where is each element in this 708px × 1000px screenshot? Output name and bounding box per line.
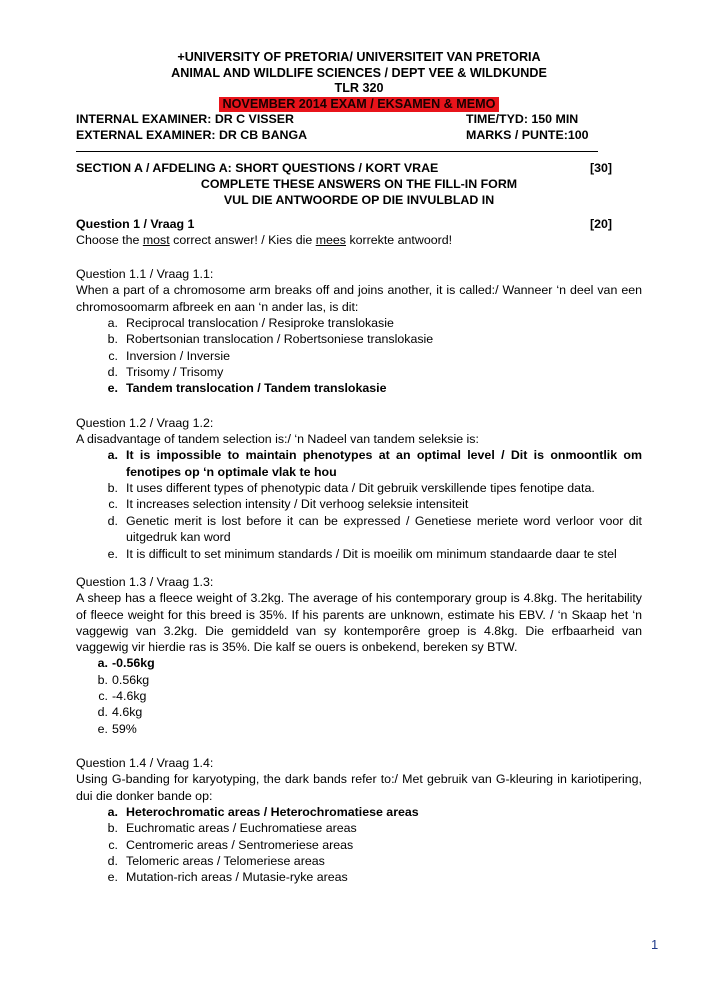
answer-options [76, 655, 642, 737]
option-text: 0.56kg [112, 672, 150, 687]
answer-option [76, 315, 642, 331]
answer-options [76, 447, 642, 562]
exam-marks: MARKS / PUNTE:100 [466, 127, 589, 142]
question-label: Question 1.3 / Vraag 1.3: [76, 575, 214, 590]
answer-option [76, 820, 642, 836]
answer-option [76, 688, 642, 704]
question-stem: Using G-banding for karyotyping, the dark bands refer to:/ Met gebruik van G-kleuring in kariotipering, dui die donker bande op: [76, 772, 642, 803]
option-text: It increases selection intensity / Dit verhoog seleksie intensiteit [126, 497, 469, 512]
correct-answer-option [76, 380, 642, 396]
option-text: Robertsonian translocation / Robertsoniese translokasie [126, 332, 434, 347]
answer-option [76, 364, 642, 380]
exam-banner-row [76, 97, 642, 113]
answer-option [76, 513, 642, 546]
option-text: Mutation-rich areas / Mutasie-ryke areas [126, 870, 348, 885]
correct-answer-option [76, 655, 642, 671]
examiner-row-internal [76, 112, 642, 128]
option-text: Heterochromatic areas / Heterochromatiese areas [126, 804, 419, 819]
option-text: Euchromatic areas / Euchromatiese areas [126, 821, 357, 836]
internal-examiner: INTERNAL EXAMINER: DR C VISSER [76, 112, 295, 126]
answer-option [76, 704, 642, 720]
option-text: Telomeric areas / Telomeriese areas [126, 853, 325, 868]
course-code: TLR 320 [334, 81, 384, 95]
option-text: Tandem translocation / Tandem translokasie [126, 381, 387, 396]
question-label: Question 1.1 / Vraag 1.1: [76, 267, 214, 282]
section-heading [76, 160, 642, 176]
option-letter: a. [107, 448, 118, 463]
answer-option [76, 869, 642, 885]
answer-option [76, 672, 642, 688]
exam-banner: NOVEMBER 2014 EXAM / EKSAMEN & MEMO [219, 97, 500, 113]
option-letter: e. [97, 721, 108, 736]
option-text: 59% [112, 721, 137, 736]
answer-option [76, 721, 642, 737]
answer-option [76, 331, 642, 347]
answer-option [76, 480, 642, 496]
question-stem: A sheep has a fleece weight of 3.2kg. The average of his contemporary group is 4.8kg. The heritability of fleece weight for this breed is 35%. If his parents are unknown, estimate his EBV. / ‘n Skaap het ‘n vaggewig van 3.2kg. Die gemiddeld van sy kontemporêre groep is 4.8kg. Die erfbaarheid van vaggewig vir hierdie ras is 35%. Die kalf se ouers is onbekend, bereken sy BTW. [76, 591, 642, 654]
option-letter: b. [107, 481, 118, 496]
option-letter: e. [107, 546, 118, 561]
option-text: -0.56kg [112, 656, 155, 671]
instruction-text: Choose the [76, 233, 143, 247]
option-letter: c. [98, 688, 108, 703]
question-stem: When a part of a chromosome arm breaks off and joins another, it is called:/ Wanneer ‘n deel van een chromosoomarm afbreek en aan ‘n ander las, is dit: [76, 283, 642, 314]
external-examiner: EXTERNAL EXAMINER: DR CB BANGA [76, 127, 308, 142]
question-1-2 [76, 415, 642, 562]
answer-options [76, 804, 642, 886]
option-letter: a. [97, 656, 108, 671]
examiner-row-external [76, 128, 642, 144]
option-text: Reciprocal translocation / Resiproke translokasie [126, 315, 394, 330]
department-title: ANIMAL AND WILDLIFE SCIENCES / DEPT VEE & WILDKUNDE [171, 65, 547, 80]
instruction-underlined: mees [315, 233, 346, 247]
option-letter: d. [107, 365, 118, 380]
option-text: It is difficult to set minimum standards / Dit is moeilik om minimum standaarde daar te stel [126, 546, 617, 561]
question-1-1 [76, 266, 642, 397]
exam-time: TIME/TYD: 150 MIN [466, 112, 579, 126]
question-1-instruction [76, 232, 642, 248]
exam-page [76, 50, 642, 886]
instruction-text: korrekte antwoord! [346, 233, 453, 247]
option-letter: b. [107, 821, 118, 836]
university-title: +UNIVERSITY OF PRETORIA/ UNIVERSITEIT VAN PRETORIA [177, 50, 541, 64]
option-text: Genetic merit is lost before it can be expressed / Genetiese meriete word verloor voor dit uitgedruk kan word [126, 513, 642, 545]
instruction-underlined: most [142, 233, 170, 247]
answer-option [76, 348, 642, 364]
answer-option [76, 496, 642, 512]
question-stem: A disadvantage of tandem selection is:/ ‘n Nadeel van tandem seleksie is: [76, 432, 479, 447]
option-letter: d. [107, 853, 118, 868]
question-1-title: Question 1 / Vraag 1 [76, 217, 195, 231]
option-text: It is impossible to maintain phenotypes at an optimal level / Dit is onmoontlik om fenotipes op ‘n optimale vlak te hou [126, 448, 642, 479]
question-1-heading [76, 216, 642, 232]
question-1-3 [76, 574, 642, 737]
correct-answer-option [76, 804, 642, 820]
option-letter: c. [108, 348, 118, 363]
option-letter: b. [97, 672, 108, 687]
option-letter: c. [108, 837, 118, 852]
option-text: Trisomy / Trisomy [126, 365, 224, 380]
option-letter: a. [107, 804, 118, 819]
correct-answer-option [76, 447, 642, 480]
option-letter: e. [107, 381, 118, 396]
option-letter: c. [108, 497, 118, 512]
question-1-marks: [20] [589, 217, 612, 231]
option-text: Inversion / Inversie [126, 348, 230, 363]
option-letter: d. [97, 705, 108, 720]
page-number: 1 [651, 937, 659, 952]
section-title: SECTION A / AFDELING A: SHORT QUESTIONS / KORT VRAE [76, 161, 439, 175]
header-divider [76, 151, 598, 152]
question-label: Question 1.4 / Vraag 1.4: [76, 756, 214, 771]
option-text: 4.6kg [112, 705, 143, 720]
section-instruction-af: VUL DIE ANTWOORDE OP DIE INVULBLAD IN [223, 193, 495, 207]
option-letter: e. [107, 870, 118, 885]
option-letter: b. [107, 332, 118, 347]
answer-option [76, 853, 642, 869]
question-label: Question 1.2 / Vraag 1.2: [76, 415, 214, 430]
answer-options [76, 315, 642, 397]
answer-option [76, 546, 642, 562]
option-text: -4.6kg [112, 688, 147, 703]
option-letter: d. [107, 513, 118, 528]
instruction-text: correct answer! / Kies die [169, 233, 316, 247]
section-instruction-en: COMPLETE THESE ANSWERS ON THE FILL-IN FORM [200, 177, 518, 191]
option-text: Centromeric areas / Sentromeriese areas [126, 837, 354, 852]
answer-option [76, 837, 642, 853]
option-letter: a. [107, 315, 118, 330]
option-text: It uses different types of phenotypic data / Dit gebruik verskillende tipes fenotipe data. [126, 481, 595, 496]
section-marks: [30] [589, 161, 612, 175]
question-1-4 [76, 755, 642, 886]
